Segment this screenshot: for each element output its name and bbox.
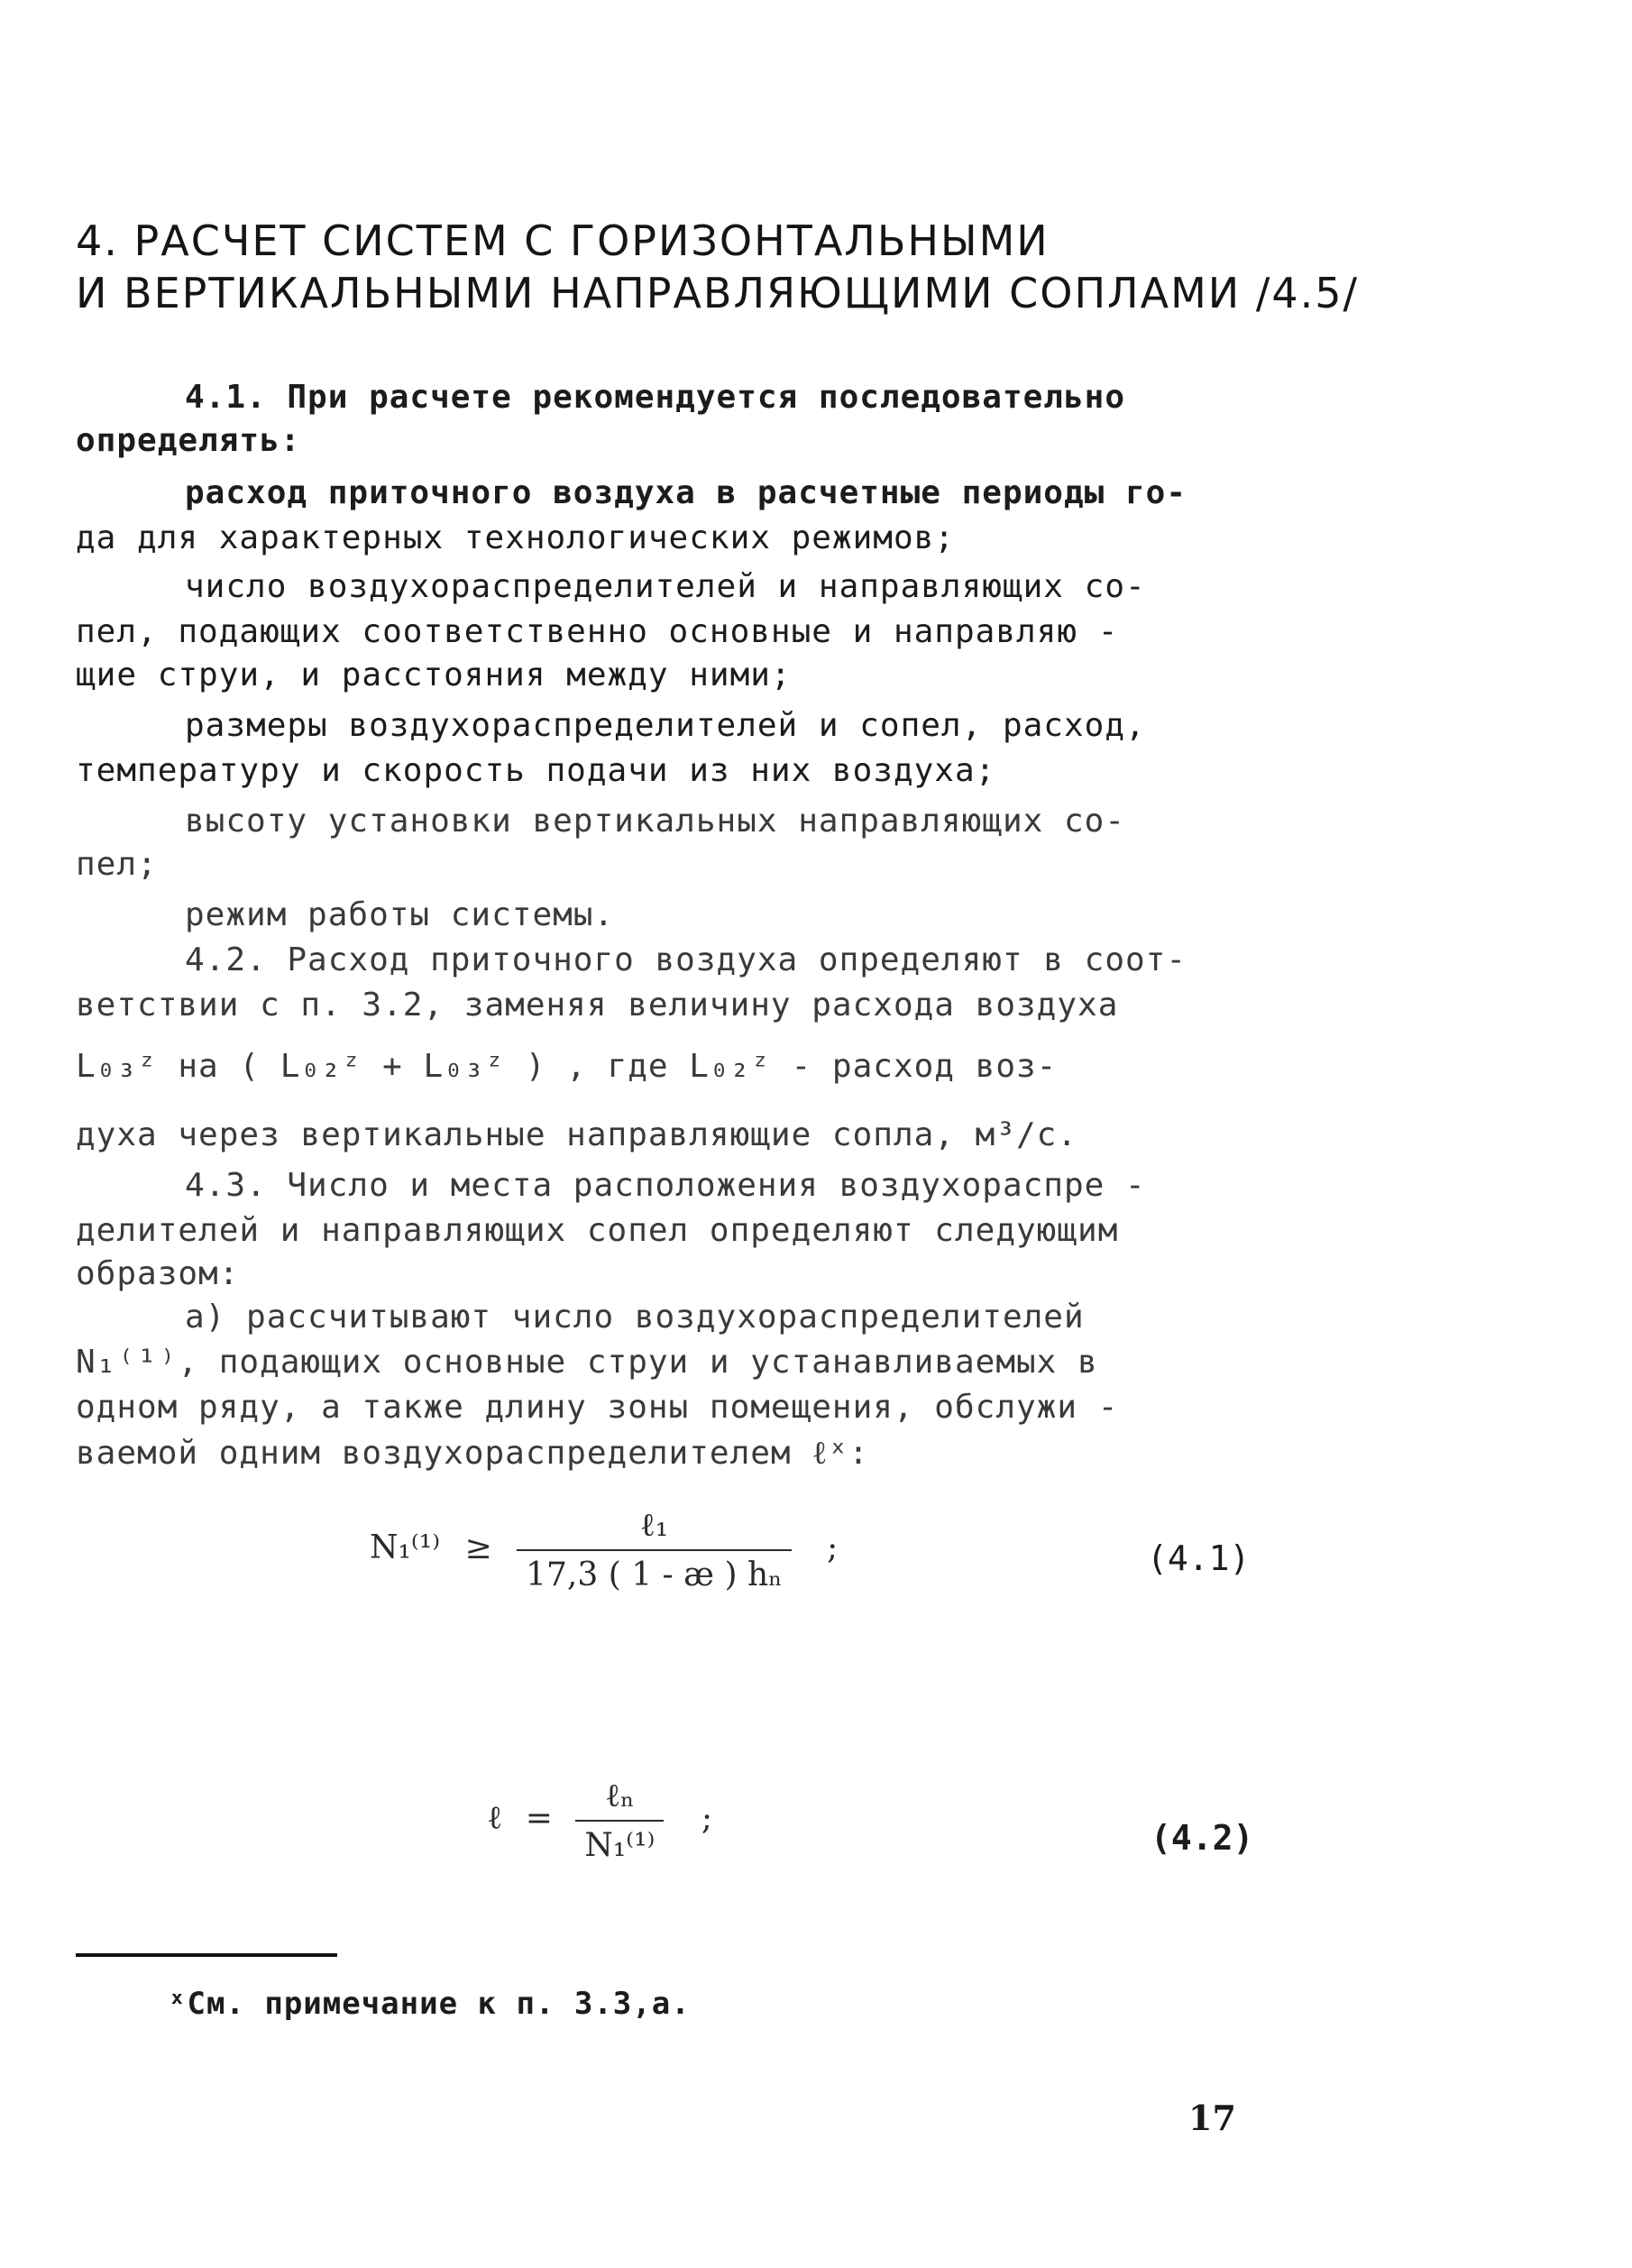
- page-number: 17: [1188, 2098, 1236, 2138]
- body-line: щие струи, и расстояния между ними;: [76, 657, 792, 693]
- body-line: духа через вертикальные направляющие сопла, м³/с.: [76, 1116, 1078, 1153]
- body-line-with-symbols: L₀₃ᶻ на ( L₀₂ᶻ + L₀₃ᶻ ) , где L₀₂ᶻ - расход воз-: [76, 1048, 1058, 1085]
- body-line: определять:: [76, 422, 301, 459]
- section-heading: [76, 215, 1518, 319]
- body-line: а) рассчитывают число воздухораспределителей: [185, 1299, 1085, 1336]
- formula-4-1: [370, 1506, 838, 1593]
- formula-relation: ≥: [464, 1529, 492, 1566]
- formula-relation: =: [525, 1799, 553, 1837]
- body-line: расход приточного воздуха в расчетные периоды го-: [185, 474, 1187, 511]
- body-line: пел;: [76, 846, 158, 883]
- formula-denominator: N₁⁽¹⁾: [575, 1820, 664, 1864]
- body-line: образом:: [76, 1255, 240, 1292]
- body-line: 4.1. При расчете рекомендуется последовательно: [185, 379, 1125, 416]
- formula-4-2: [487, 1777, 712, 1864]
- body-line: размеры воздухораспределителей и сопел, расход,: [185, 707, 1146, 744]
- formula-denominator: 17,3 ( 1 - æ ) hₙ: [517, 1549, 792, 1593]
- body-line: 4.3. Число и места расположения воздухораспре -: [185, 1167, 1146, 1204]
- equation-number: (4.2): [1151, 1818, 1254, 1858]
- body-line: N₁⁽¹⁾, подающих основные струи и устанавливаемых в: [76, 1344, 1098, 1381]
- body-line: ваемой одним воздухораспределителем ℓˣ:: [76, 1435, 869, 1472]
- body-line: ветствии с п. 3.2, заменяя величину расхода воздуха: [76, 987, 1119, 1024]
- body-line: число воздухораспределителей и направляющих со-: [185, 568, 1146, 605]
- equation-number: (4.1): [1147, 1538, 1251, 1578]
- footnote-divider: [76, 1953, 337, 1957]
- formula-lhs: N₁⁽¹⁾: [370, 1529, 441, 1566]
- formula-terminator: ;: [827, 1529, 839, 1566]
- formula-fraction: [575, 1777, 664, 1864]
- formula-numerator: ℓ₁: [639, 1507, 669, 1544]
- body-line: режим работы системы.: [185, 896, 615, 933]
- formula-numerator: ℓₙ: [604, 1777, 635, 1814]
- footnote: ˣСм. примечание к п. 3.3,а.: [168, 1986, 691, 2022]
- formula-fraction: [517, 1506, 792, 1593]
- formula-terminator: ;: [701, 1799, 712, 1837]
- heading-line-1: 4. РАСЧЕТ СИСТЕМ С ГОРИЗОНТАЛЬНЫМИ: [76, 216, 1050, 265]
- body-line: высоту установки вертикальных направляющих со-: [185, 803, 1125, 840]
- body-line: температуру и скорость подачи из них воздуха;: [76, 752, 996, 789]
- body-line: пел, подающих соответственно основные и направляю -: [76, 613, 1119, 650]
- formula-lhs: ℓ: [487, 1799, 503, 1837]
- body-line: да для характерных технологических режимов;: [76, 519, 955, 556]
- heading-line-2: И ВЕРТИКАЛЬНЫМИ НАПРАВЛЯЮЩИМИ СОПЛАМИ /4.5/: [76, 269, 1359, 317]
- body-line: делителей и направляющих сопел определяют следующим: [76, 1212, 1119, 1249]
- body-line: одном ряду, а также длину зоны помещения, обслужи -: [76, 1389, 1119, 1426]
- body-line: 4.2. Расход приточного воздуха определяют в соот-: [185, 941, 1187, 978]
